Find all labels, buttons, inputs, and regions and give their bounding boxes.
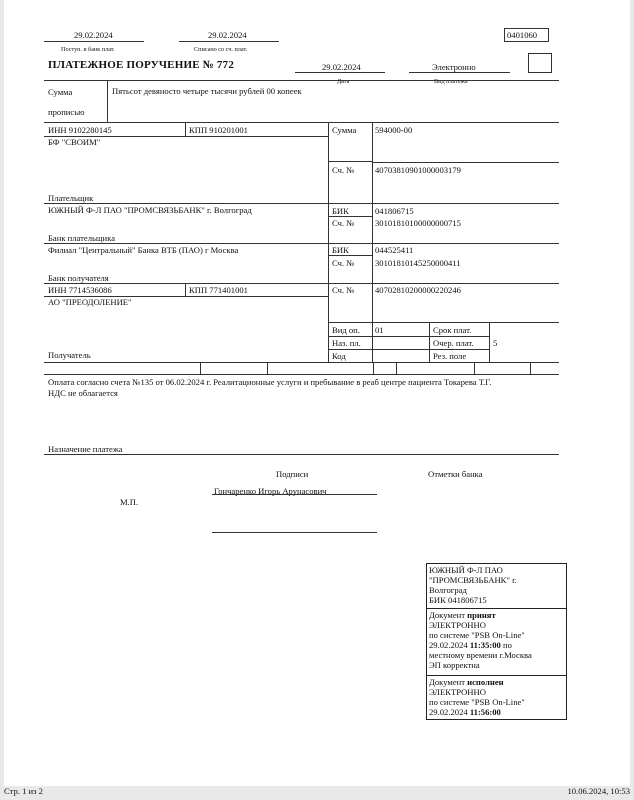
amount-top-line — [44, 80, 559, 81]
tax-divider-2 — [267, 362, 268, 374]
payer-bik-line — [328, 216, 372, 217]
accepted-tz: местному времени г.Москва — [429, 650, 532, 660]
executed-time: 11:56:00 — [469, 707, 501, 717]
executed-line-2: по системе "PSB On-Line" — [429, 697, 525, 707]
payee-inn-kpp-divider — [185, 283, 186, 296]
payer-inn-kpp-divider — [185, 122, 186, 136]
payer-kpp: КПП 910201001 — [189, 125, 248, 135]
tax-divider-5 — [474, 362, 475, 374]
payer-inn: ИНН 9102280145 — [48, 125, 112, 135]
codes-divider-1 — [429, 322, 430, 362]
payee-inn: ИНН 7714536086 — [48, 285, 112, 295]
reserve-label: Рез. поле — [433, 351, 467, 361]
amount-bottom-line — [44, 122, 559, 123]
sum-label-bottom-line — [328, 161, 372, 162]
payment-type-label: Вид платежа — [434, 78, 468, 85]
payee-name: АО "ПРЕОДОЛЕНИЕ" — [48, 297, 132, 307]
purpose-label: Назначение платежа — [48, 444, 123, 454]
stamp-branch-line-3: Волгоград — [429, 585, 467, 595]
accepted-prefix: Документ — [429, 610, 468, 620]
order-label: Очер. плат. — [433, 338, 474, 348]
accepted-date: 29.02.2024 — [429, 640, 470, 650]
due-label: Срок плат. — [433, 325, 472, 335]
payer-account-label: Сч. № — [332, 165, 355, 175]
payer-bank-bik-value: 041806715 — [375, 206, 414, 216]
payment-type: Электронно — [432, 62, 476, 72]
payer-bottom-line — [44, 203, 559, 204]
accepted-line-2: по системе "PSB On-Line" — [429, 630, 525, 640]
payee-bank-bik-label: БИК — [332, 245, 349, 255]
received-date: 29.02.2024 — [74, 30, 113, 40]
stamp-branch-line-1: ЮЖНЫЙ Ф-Л ПАО — [429, 565, 503, 575]
right-col-divider-1 — [328, 122, 329, 362]
payee-kpp: КПП 771401001 — [189, 285, 248, 295]
payee-label: Получатель — [48, 350, 91, 360]
payer-account-value: 40703810901000003179 — [375, 165, 461, 175]
payee-bank-name: Филиал "Центральный" Банка ВТБ (ПАО) г Москва — [48, 245, 239, 255]
payment-order-page — [4, 0, 630, 786]
amount-words-label-1: Сумма — [48, 87, 73, 97]
accepted-sig: ЭП корректна — [429, 660, 480, 670]
executed-line-1: ЭЛЕКТРОННО — [429, 687, 486, 697]
codes-top-line — [328, 322, 559, 323]
payer-label: Плательщик — [48, 193, 94, 203]
codes-divider-2 — [489, 322, 490, 362]
tax-divider-3 — [373, 362, 374, 374]
code-label: Код — [332, 351, 346, 361]
form-code: 0401060 — [507, 30, 538, 40]
payer-bank-account-label: Сч. № — [332, 218, 355, 228]
amount-words-value: Пятьсот девяносто четыре тысячи рублей 00 копеек — [112, 86, 302, 96]
stamp-branch-line-4: БИК 041806715 — [429, 595, 487, 605]
payer-bank-bik-label: БИК — [332, 206, 349, 216]
payee-bank-bottom-line — [44, 283, 559, 284]
date-line — [295, 72, 385, 73]
bank-stamp-branch — [426, 563, 567, 609]
print-timestamp: 10.06.2024, 10:53 — [567, 786, 630, 796]
debited-label: Списано со сч. плат. — [194, 46, 248, 53]
bank-stamp-executed — [426, 675, 567, 720]
page-counter: Стр. 1 из 2 — [4, 786, 43, 796]
received-date-line — [44, 41, 144, 42]
payee-account-value: 40702810200000220246 — [375, 285, 461, 295]
tax-bottom-line — [44, 374, 559, 375]
payee-bank-account-value: 30101810145250000411 — [375, 258, 461, 268]
payer-bank-label: Банк плательщика — [48, 233, 116, 243]
payee-bank-account-label: Сч. № — [332, 258, 355, 268]
payee-bank-bik-value: 044525411 — [375, 245, 414, 255]
signature-line-1 — [212, 494, 377, 495]
executed-word: исполнен — [467, 677, 504, 687]
order-value: 5 — [493, 338, 498, 348]
executed-prefix: Документ — [429, 677, 468, 687]
op-type-value: 01 — [375, 325, 384, 335]
signatures-label: Подписи — [276, 469, 309, 479]
date-label: Дата — [337, 78, 350, 85]
field-101-box — [528, 53, 552, 73]
purpose-code-label: Наз. пл. — [332, 338, 361, 348]
signature-line-2 — [212, 532, 377, 533]
payment-type-line — [409, 72, 510, 73]
payer-bank-account-value: 30101810100000000715 — [375, 218, 461, 228]
accepted-time: 11:35:00 — [469, 640, 501, 650]
payer-bank-name: ЮЖНЫЙ Ф-Л ПАО "ПРОМСВЯЗЬБАНК" г. Волгоград — [48, 205, 252, 215]
op-type-label: Вид оп. — [332, 325, 360, 335]
accepted-word: принят — [467, 610, 496, 620]
executed-date: 29.02.2024 — [429, 707, 470, 717]
sum-bottom-line — [372, 162, 559, 163]
stamp-place: М.П. — [120, 497, 139, 507]
debited-date-line — [179, 41, 279, 42]
purpose-line-2: НДС не облагается — [48, 388, 118, 398]
codes-line-3 — [328, 349, 489, 350]
purpose-line-1: Оплата согласно счета №135 от 06.02.2024 г. Реалитационные услуги и пребывание в реаб центре пациента Токарева Т.Г. — [48, 377, 492, 387]
right-col-divider-2 — [372, 122, 373, 362]
payee-account-label: Сч. № — [332, 285, 355, 295]
amount-divider — [107, 80, 108, 122]
payer-bank-bottom-line — [44, 243, 559, 244]
received-label: Поступ. в банк плат. — [61, 46, 115, 53]
accepted-suffix: по — [500, 640, 512, 650]
payer-sum-label: Сумма — [332, 125, 357, 135]
codes-line-2 — [328, 336, 489, 337]
accepted-line-1: ЭЛЕКТРОННО — [429, 620, 486, 630]
purpose-bottom-line — [44, 454, 559, 455]
bank-stamp-accepted — [426, 608, 567, 676]
payer-sum-value: 594000-00 — [375, 125, 413, 135]
tax-divider-1 — [200, 362, 201, 374]
document-date: 29.02.2024 — [322, 62, 361, 72]
payer-name: БФ "СВОИМ" — [48, 137, 101, 147]
bank-marks-label: Отметки банка — [428, 469, 483, 479]
signer-name: Гончаренко Игорь Арунасович — [214, 486, 327, 496]
tax-divider-6 — [530, 362, 531, 374]
document-title: ПЛАТЕЖНОЕ ПОРУЧЕНИЕ № 772 — [48, 59, 235, 71]
amount-words-label-2: прописью — [48, 107, 85, 117]
payee-bottom-line — [44, 362, 559, 363]
payee-bik-line — [328, 255, 372, 256]
stamp-branch-line-2: "ПРОМСВЯЗЬБАНК" г. — [429, 575, 517, 585]
debited-date: 29.02.2024 — [208, 30, 247, 40]
payee-bank-label: Банк получателя — [48, 273, 109, 283]
tax-divider-4 — [396, 362, 397, 374]
